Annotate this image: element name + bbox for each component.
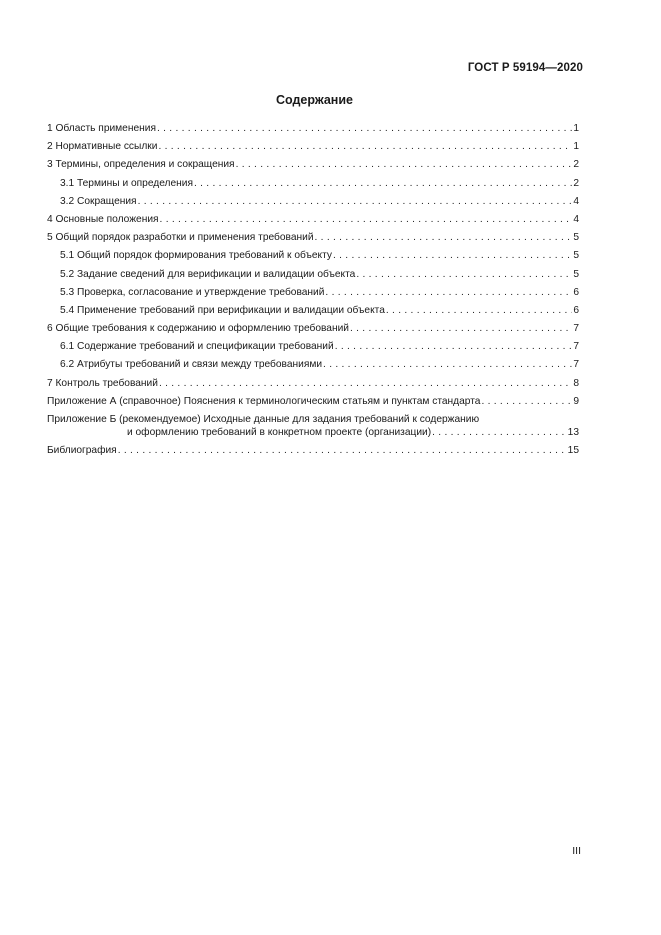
toc-entry-page: 6: [573, 304, 579, 316]
toc-entry-page: 5: [573, 268, 579, 280]
toc-subentry[interactable]: [47, 358, 579, 371]
toc-subentry[interactable]: [47, 340, 579, 353]
toc-entry-label: 5.3 Проверка, согласование и утверждение требований: [60, 286, 325, 298]
toc-entry-label: Библиография: [47, 445, 117, 457]
toc-entry-page: 5: [573, 250, 579, 262]
toc-entry-label: 5.2 Задание сведений для верификации и валидации объекта: [60, 268, 356, 280]
toc-entry-page: 7: [573, 323, 579, 335]
toc-subentry[interactable]: [47, 268, 579, 281]
toc-entry[interactable]: [47, 213, 579, 226]
leader-dots: [138, 195, 573, 208]
leader-dots: [157, 122, 572, 135]
leader-dots: [118, 444, 567, 457]
toc-entry-page: 6: [573, 286, 579, 298]
toc-entry-label: Приложение А (справочное) Пояснения к терминологическим статьям и пунктам стандарта: [47, 395, 481, 407]
toc-entry[interactable]: [47, 231, 579, 244]
toc-entry-label: 2 Нормативные ссылки: [47, 141, 158, 153]
table-of-contents: [47, 122, 579, 462]
leader-dots: [350, 322, 572, 335]
leader-dots: [356, 268, 572, 281]
leader-dots: [236, 158, 573, 171]
toc-entry-label: 6 Общие требования к содержанию и оформлению требований: [47, 323, 349, 335]
toc-entry-bibliography[interactable]: [47, 444, 579, 457]
leader-dots: [333, 249, 572, 262]
leader-dots: [481, 395, 572, 408]
toc-entry-label: 3.2 Сокращения: [60, 195, 137, 207]
toc-entry-page: 7: [573, 341, 579, 353]
toc-entry-page: 13: [567, 427, 579, 438]
page-number: III: [572, 845, 581, 857]
leader-dots: [160, 213, 573, 226]
leader-dots: [323, 358, 572, 371]
toc-entry[interactable]: [47, 377, 579, 390]
leader-dots: [315, 231, 573, 244]
toc-entry-label: 7 Контроль требований: [47, 377, 158, 389]
toc-entry-page: 8: [573, 377, 579, 389]
toc-entry-page: 7: [573, 359, 579, 371]
leader-dots: [335, 340, 573, 353]
toc-entry-page: 2: [573, 159, 579, 171]
toc-entry-label: 1 Область применения: [47, 123, 156, 134]
toc-entry[interactable]: [47, 122, 579, 135]
toc-subentry[interactable]: [47, 177, 579, 190]
toc-entry-label: 4 Основные положения: [47, 213, 159, 225]
document-code: ГОСТ Р 59194—2020: [467, 62, 583, 74]
toc-entry-label: 3.1 Термины и определения: [60, 177, 193, 189]
toc-subentry[interactable]: [47, 249, 579, 262]
toc-subentry[interactable]: [47, 286, 579, 299]
toc-entry-page: 2: [573, 177, 579, 189]
leader-dots: [386, 304, 572, 317]
toc-title: Содержание: [275, 93, 353, 107]
leader-dots: [325, 286, 572, 299]
toc-entry-label: 5 Общий порядок разработки и применения требований: [47, 232, 314, 244]
toc-entry-page: 9: [573, 395, 579, 407]
toc-entry-appendix-b[interactable]: [47, 413, 579, 439]
leader-dots: [432, 426, 567, 439]
toc-subentry[interactable]: [47, 195, 579, 208]
toc-entry-page: 1: [573, 123, 579, 134]
toc-entry-label: 3 Термины, определения и сокращения: [47, 159, 235, 171]
toc-entry-page: 1: [573, 141, 579, 153]
toc-entry-appendix-a[interactable]: [47, 395, 579, 408]
leader-dots: [159, 377, 572, 390]
toc-entry[interactable]: [47, 322, 579, 335]
toc-entry-label: 6.1 Содержание требований и спецификации требований: [60, 341, 334, 353]
toc-entry-label: 6.2 Атрибуты требований и связи между требованиями: [60, 359, 323, 371]
toc-entry-label: 5.1 Общий порядок формирования требований к объекту: [60, 250, 332, 262]
appendix-b-line1: Приложение Б (рекомендуемое) Исходные данные для задания требований к содержанию: [47, 414, 480, 425]
toc-entry-page: 5: [573, 232, 579, 244]
toc-entry[interactable]: [47, 158, 579, 171]
leader-dots: [194, 177, 572, 190]
toc-entry-page: 4: [573, 213, 579, 225]
leader-dots: [158, 140, 572, 153]
toc-entry-label: 5.4 Применение требований при верификации и валидации объекта: [60, 304, 385, 316]
toc-entry[interactable]: [47, 140, 579, 153]
toc-entry-page: 4: [573, 195, 579, 207]
toc-entry-page: 15: [567, 445, 579, 457]
appendix-b-line2: и оформлению требований в конкретном проекте (организации): [127, 427, 432, 438]
toc-subentry[interactable]: [47, 304, 579, 317]
